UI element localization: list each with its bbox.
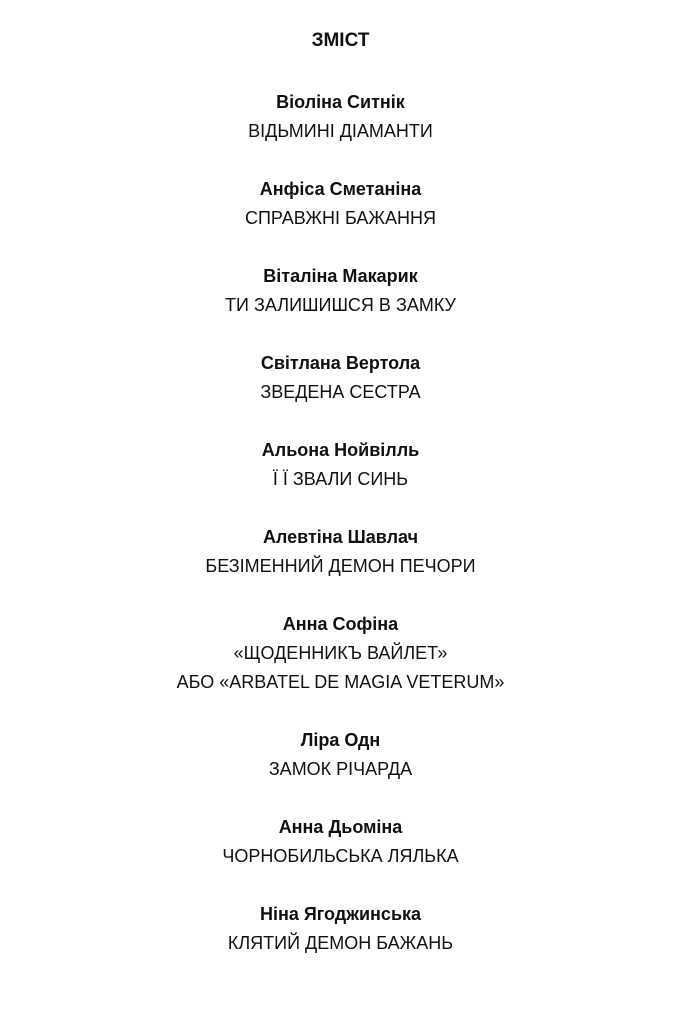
toc-entry [0, 610, 681, 697]
author-name: Ліра Одн [300, 730, 381, 750]
author-name: Анна Дьоміна [278, 817, 403, 837]
story-title: КЛЯТИЙ ДЕМОН БАЖАНЬ [227, 933, 454, 953]
story-title: БЕЗІМЕННИЙ ДЕМОН ПЕЧОРИ [205, 556, 476, 576]
author-name: Анфіса Сметаніна [259, 179, 422, 199]
toc-entry [0, 813, 681, 871]
story-title: СПРАВЖНІ БАЖАННЯ [244, 208, 437, 228]
author-name: Ніна Ягоджинська [259, 904, 422, 924]
story-title: ЗВЕДЕНА СЕСТРА [260, 382, 421, 402]
author-name: Світлана Вертола [260, 353, 421, 373]
toc-list [0, 88, 681, 987]
story-title: Ї Ї ЗВАЛИ СИНЬ [272, 469, 409, 489]
toc-entry [0, 88, 681, 146]
story-title-line-2: АБО «ARBATEL DE MAGIA VETERUM» [176, 672, 505, 692]
author-name: Алевтіна Шавлач [262, 527, 419, 547]
story-title: ВІДЬМИНІ ДІАМАНТИ [248, 121, 433, 141]
story-title: ЗАМОК РІЧАРДА [268, 759, 413, 779]
toc-entry [0, 436, 681, 494]
story-title: «ЩОДЕННИКЪ ВАЙЛЕТ» [233, 643, 448, 663]
toc-entry [0, 262, 681, 320]
toc-entry [0, 726, 681, 784]
toc-title: ЗМІСТ [311, 30, 370, 51]
author-name: Альона Нойвілль [261, 440, 420, 460]
toc-entry [0, 349, 681, 407]
toc-entry [0, 175, 681, 233]
toc-entry [0, 900, 681, 958]
author-name: Віталіна Макарик [263, 266, 418, 286]
toc-entry [0, 523, 681, 581]
author-name: Віоліна Ситнік [276, 92, 405, 112]
author-name: Анна Софіна [282, 614, 399, 634]
story-title: ТИ ЗАЛИШИШСЯ В ЗАМКУ [225, 295, 456, 315]
story-title: ЧОРНОБИЛЬСЬКА ЛЯЛЬКА [222, 846, 459, 866]
